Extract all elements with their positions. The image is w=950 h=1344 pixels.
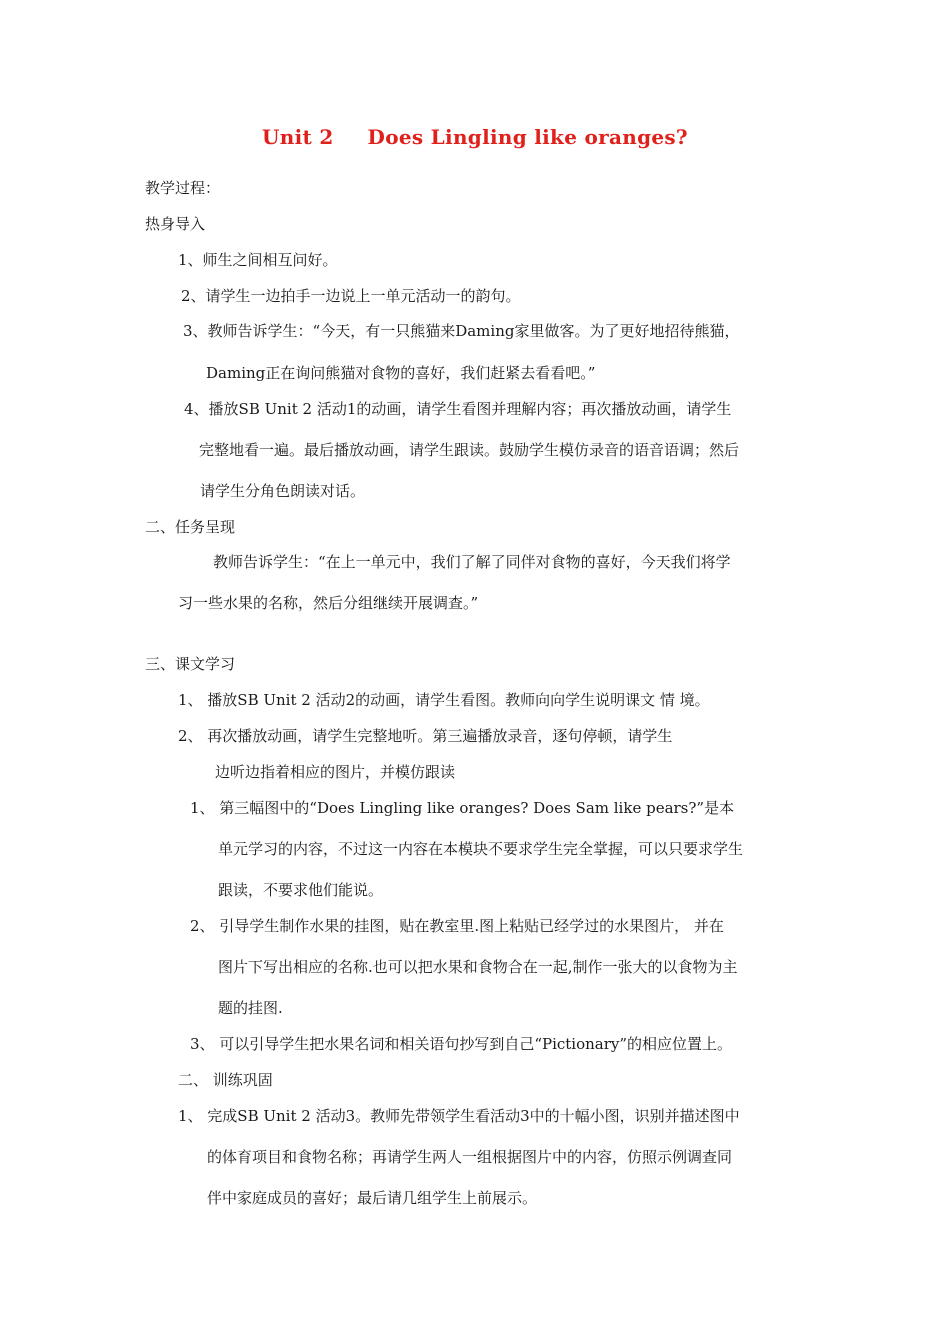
task-paragraph-cont: 习一些水果的名称，然后分组继续开展调查。” <box>178 594 479 612</box>
text-study-step-2-cont: 边听边指着相应的图片，并模仿跟读 <box>215 763 456 781</box>
practice-step-1-cont-2: 伴中家庭成员的喜好；最后请几组学生上前展示。 <box>207 1189 538 1207</box>
practice-step-1-cont-1: 的体育项目和食物名称；再请学生两人一组根据图片中的内容，仿照示例调查同 <box>207 1148 733 1166</box>
title-unit: Unit 2 <box>262 125 334 149</box>
warmup-step-3: 3、教师告诉学生：“今天，有一只熊猫来Daming家里做客。为了更好地招待熊猫， <box>183 322 740 340</box>
text-study-sub-1-cont-1: 单元学习的内容，不过这一内容在本模块不要求学生完全掌握，可以只要求学生 <box>218 840 744 858</box>
text-study-sub-3: 3、 可以引导学生把水果名词和相关语句抄写到自己“Pictionary”的相应位置上。 <box>190 1035 733 1053</box>
section-heading-text-study: 三、课文学习 <box>145 655 236 673</box>
document-title <box>0 125 950 149</box>
section-heading-task: 二、任务呈现 <box>145 518 236 536</box>
warmup-step-4-cont-1: 完整地看一遍。最后播放动画，请学生跟读。鼓励学生模仿录音的语音语调；然后 <box>199 441 740 459</box>
text-study-sub-2-cont-2: 题的挂图. <box>218 999 283 1017</box>
warmup-step-2: 2、请学生一边拍手一边说上一单元活动一的韵句。 <box>181 287 521 305</box>
text-study-sub-2-cont-1: 图片下写出相应的名称.也可以把水果和食物合在一起,制作一张大的以食物为主 <box>218 958 738 976</box>
warmup-step-3-cont: Daming正在询问熊猫对食物的喜好，我们赶紧去看看吧。” <box>206 364 596 382</box>
title-question: Does Lingling like oranges? <box>367 125 688 149</box>
warmup-step-1: 1、师生之间相互问好。 <box>178 251 338 269</box>
section-heading-practice: 二、 训练巩固 <box>178 1071 273 1089</box>
section-label-process: 教学过程： <box>145 179 221 197</box>
text-study-step-1: 1、 播放SB Unit 2 活动2的动画，请学生看图。教师向向学生说明课文 情 境。 <box>178 691 710 709</box>
warmup-step-4: 4、播放SB Unit 2 活动1的动画，请学生看图并理解内容；再次播放动画，请学生 <box>184 400 732 418</box>
text-study-step-2: 2、 再次播放动画，请学生完整地听。第三遍播放录音，逐句停顿，请学生 <box>178 727 673 745</box>
text-study-sub-1: 1、 第三幅图中的“Does Lingling like oranges? Does Sam like pears?”是本 <box>190 799 735 817</box>
text-study-sub-1-cont-2: 跟读，不要求他们能说。 <box>218 881 384 899</box>
section-heading-warmup: 热身导入 <box>145 215 206 233</box>
warmup-step-4-cont-2: 请学生分角色朗读对话。 <box>200 482 366 500</box>
practice-step-1: 1、 完成SB Unit 2 活动3。教师先带领学生看活动3中的十幅小图，识别并描述图中 <box>178 1107 740 1125</box>
text-study-sub-2: 2、 引导学生制作水果的挂图，贴在教室里.图上粘贴已经学过的水果图片， 并在 <box>190 917 724 935</box>
task-paragraph: 教师告诉学生：“在上一单元中，我们了解了同伴对食物的喜好，今天我们将学 <box>213 553 731 571</box>
